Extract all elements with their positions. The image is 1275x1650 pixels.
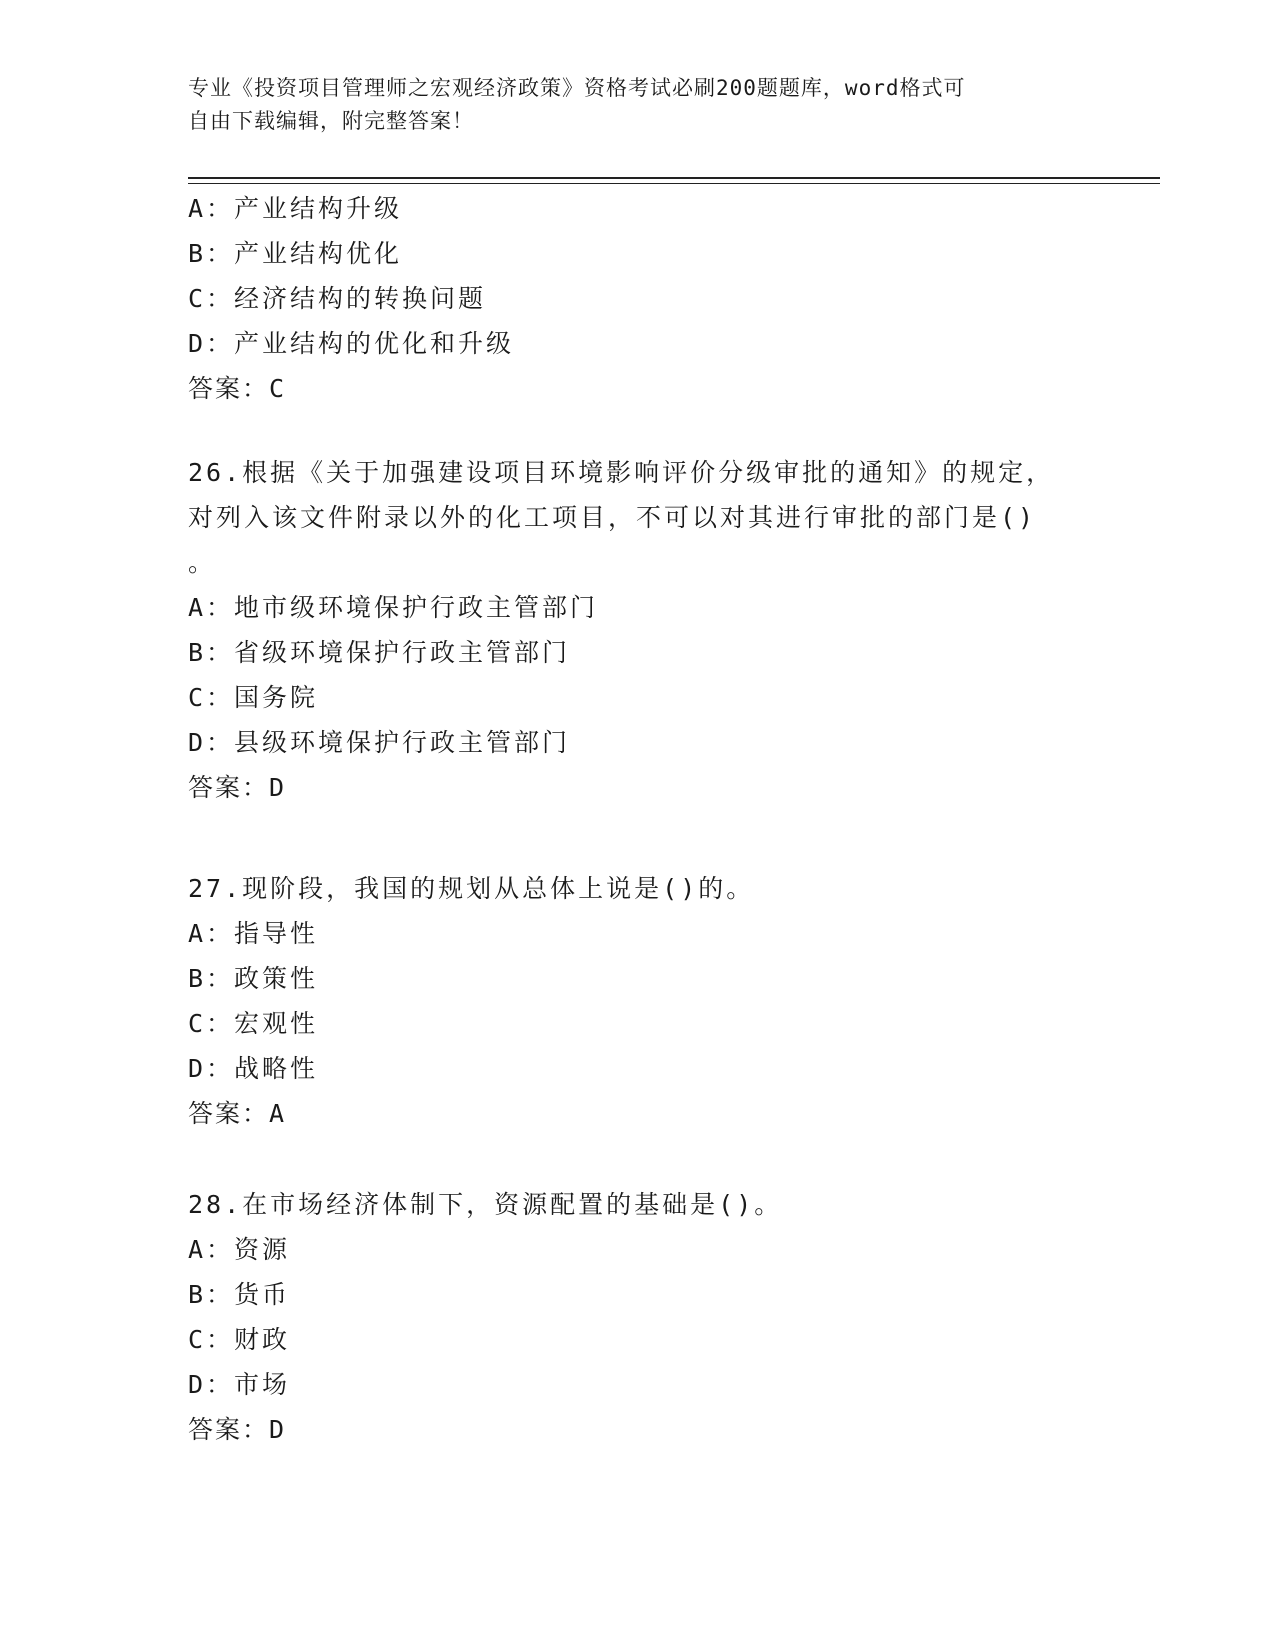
option-d: D：战略性 (188, 1054, 319, 1083)
answer-label: 答案： (188, 773, 270, 802)
header-divider-thick (188, 177, 1160, 179)
option-b: B：产业结构优化 (188, 239, 403, 268)
header-line-1: 专业《投资项目管理师之宏观经济政策》资格考试必刷200题题库，word格式可 (188, 76, 966, 100)
option-a: A：地市级环境保护行政主管部门 (188, 593, 599, 622)
question-27-block (188, 866, 1088, 1136)
option-c: C：财政 (188, 1325, 291, 1354)
answer-value: A (269, 1099, 286, 1128)
answer-label: 答案： (188, 374, 270, 403)
answer-value: C (269, 374, 286, 403)
option-d: D：市场 (188, 1370, 291, 1399)
option-c: C：国务院 (188, 683, 319, 712)
header-divider-thin (188, 183, 1160, 184)
option-d: D：县级环境保护行政主管部门 (188, 728, 571, 757)
option-a: A：指导性 (188, 919, 319, 948)
answer-line (188, 1091, 1088, 1136)
answer-value: D (269, 773, 286, 802)
answer-line (188, 1407, 1088, 1452)
option-a: A：产业结构升级 (188, 194, 403, 223)
question-28-block (188, 1182, 1088, 1452)
question-25-block (188, 186, 1088, 411)
answer-line (188, 765, 1088, 810)
question-26-block (188, 450, 1088, 810)
answer-value: D (269, 1415, 286, 1444)
option-d: D：产业结构的优化和升级 (188, 329, 515, 358)
option-b: B：货币 (188, 1280, 291, 1309)
answer-label: 答案： (188, 1415, 270, 1444)
document-header (188, 72, 1068, 138)
question-stem-line: 28.在市场经济体制下，资源配置的基础是()。 (188, 1190, 783, 1219)
header-line-2: 自由下载编辑，附完整答案！ (188, 109, 474, 133)
question-stem-line: 对列入该文件附录以外的化工项目，不可以对其进行审批的部门是() (188, 503, 1037, 532)
answer-label: 答案： (188, 1099, 270, 1128)
question-stem-line: 。 (188, 548, 217, 577)
question-stem-line: 27.现阶段，我国的规划从总体上说是()的。 (188, 874, 755, 903)
option-b: B：省级环境保护行政主管部门 (188, 638, 571, 667)
answer-line (188, 366, 1088, 411)
option-a: A：资源 (188, 1235, 291, 1264)
option-c: C：宏观性 (188, 1009, 319, 1038)
question-stem-line: 26.根据《关于加强建设项目环境影响评价分级审批的通知》的规定， (188, 458, 1055, 487)
option-c: C：经济结构的转换问题 (188, 284, 487, 313)
option-b: B：政策性 (188, 964, 319, 993)
